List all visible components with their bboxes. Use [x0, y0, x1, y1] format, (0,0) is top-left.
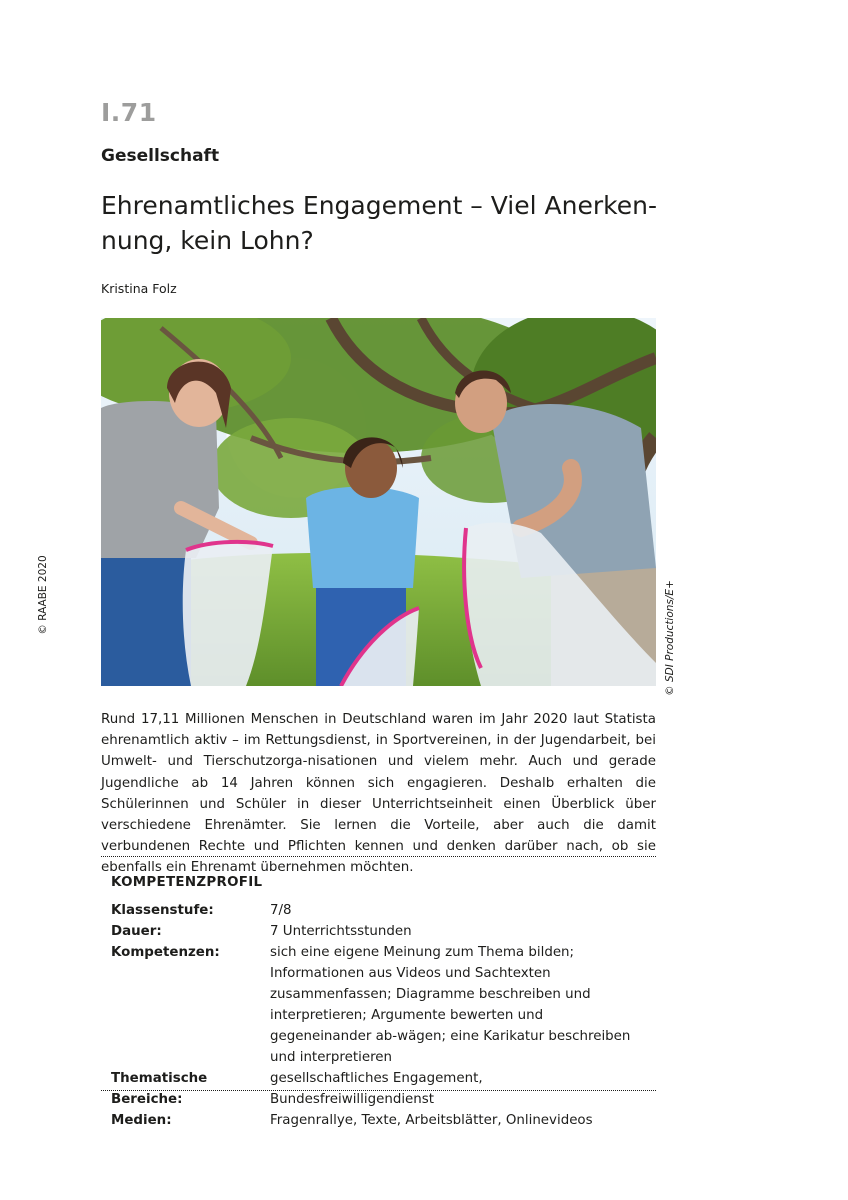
profile-label: Medien:	[111, 1113, 172, 1128]
competence-profile	[111, 875, 656, 1131]
profile-value: 7/8	[270, 903, 292, 918]
profile-value: 7 Unterrichtsstunden	[270, 924, 412, 939]
profile-row-duration	[111, 921, 656, 942]
dotted-divider-bottom	[101, 1090, 656, 1091]
page-number: I.71	[101, 98, 157, 127]
side-copyright-note: © RAABE 2020	[37, 555, 49, 635]
profile-value: gesellschaftliches Engagement, Bundesfreiwilligendienst	[270, 1071, 483, 1107]
profile-row-competences	[111, 942, 656, 1068]
profile-label: Klassenstufe:	[111, 903, 214, 918]
profile-label: Dauer:	[111, 924, 162, 939]
profile-value: Fragenrallye, Texte, Arbeitsblätter, Onlinevideos	[270, 1113, 593, 1128]
profile-row-media	[111, 1110, 656, 1131]
subject-heading: Gesellschaft	[101, 146, 220, 166]
dotted-divider-top	[101, 856, 656, 857]
profile-value: sich eine eigene Meinung zum Thema bilden; Informationen aus Videos und Sachtexten zusammenfassen; Diagramme beschreiben und interpretieren; Argumente bewerten und gegeneinander ab-wägen; eine Karikatur beschreiben und interpretieren	[270, 945, 631, 1065]
profile-label: Kompetenzen:	[111, 945, 220, 960]
intro-paragraph: Rund 17,11 Millionen Menschen in Deutschland waren im Jahr 2020 laut Statista ehrenamtlich aktiv – im Rettungsdienst, in Sportvereinen, in der Jugendarbeit, bei Umwelt- und Tierschutzorga-nisationen und vielem mehr. Auch und gerade Jugendliche ab 14 Jahren können sich engagieren. Deshalb erhalten die Schülerinnen und Schüler in dieser Unterrichtseinheit einen Überblick über verschiedene Ehrenämter. Sie lernen die Vorteile, aber auch die damit verbundenen Rechte und Pflichten kennen und denken darüber nach, ob sie ebenfalls ein Ehrenamt übernehmen möchten.	[101, 712, 656, 876]
profile-label: Thematische Bereiche:	[111, 1071, 208, 1107]
profile-row-topics	[111, 1068, 656, 1110]
photo-illustration	[101, 318, 656, 686]
document-title: Ehrenamtliches Engagement – Viel Anerken-nung, kein Lohn?	[101, 191, 657, 255]
author-name: Kristina Folz	[101, 281, 177, 296]
profile-row-grade	[111, 900, 656, 921]
volunteers-photo	[101, 318, 656, 686]
profile-heading: KOMPETENZPROFIL	[111, 875, 263, 890]
photo-credit: © SDI Productions/E+	[664, 580, 676, 696]
